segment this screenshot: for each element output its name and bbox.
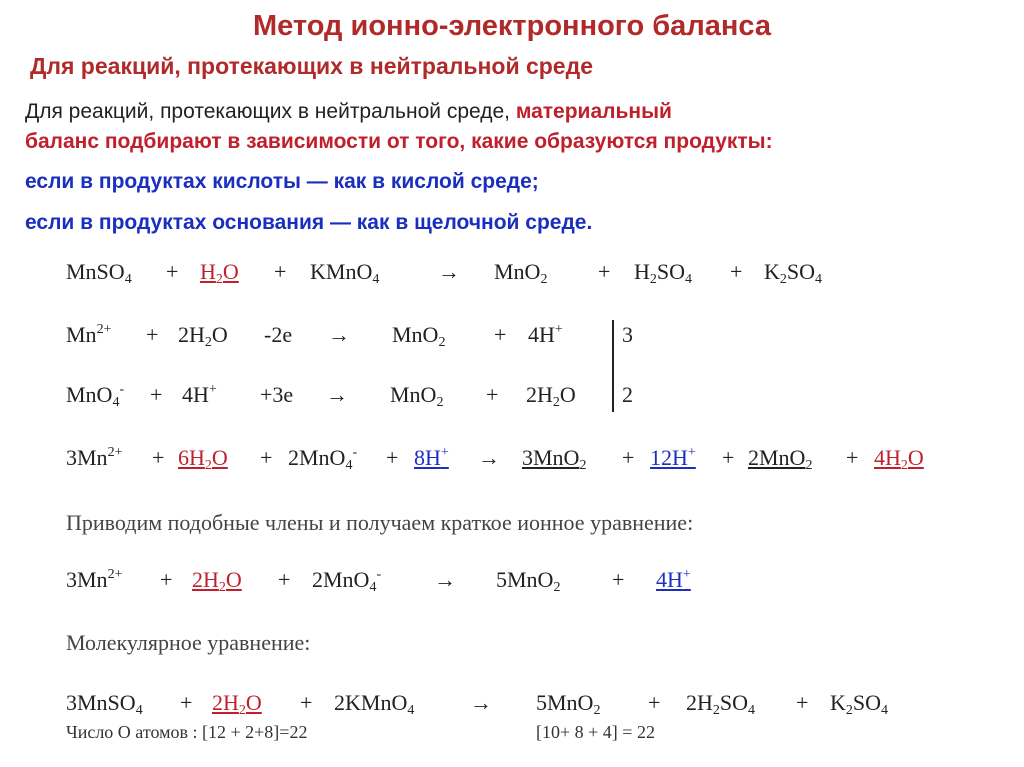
eq-plus: + bbox=[598, 259, 611, 284]
eq-term: $K_2SO_4$ bbox=[764, 259, 823, 287]
coefficient: 2 bbox=[622, 382, 633, 407]
paragraph-plain-text: Для реакций, протекающих в нейтральной среде, bbox=[25, 100, 516, 123]
explanation-text-1: Приводим подобные члены и получаем краткое ионное уравнение: bbox=[66, 510, 694, 535]
paragraph-line-1 bbox=[25, 97, 1015, 127]
paragraph-line-3: если в продуктах кислоты — как в кислой среде; bbox=[25, 170, 539, 193]
eq-plus: + bbox=[274, 259, 287, 284]
eq-term-water: $H_2O$ bbox=[200, 259, 239, 287]
eq-term: $H_2SO_4$ bbox=[634, 259, 693, 287]
explanation-text-2: Молекулярное уравнение: bbox=[66, 630, 311, 655]
paragraph-highlight-text: материальный bbox=[515, 100, 672, 123]
slide-title: Метод ионно-электронного баланса bbox=[252, 10, 771, 42]
eq-plus: + bbox=[166, 259, 179, 284]
coefficient: 3 bbox=[622, 322, 633, 347]
paragraph-line-2: баланс подбирают в зависимости от того, какие образуются продукты: bbox=[25, 130, 773, 153]
eq-term: MnSO$_4$ bbox=[66, 259, 132, 287]
atom-count-right: [10+ 8 + 4] = 22 bbox=[536, 722, 655, 742]
eq-plus: + bbox=[730, 259, 743, 284]
paragraph-line-4: если в продуктах основания — как в щелочной среде. bbox=[25, 211, 593, 234]
slide: Метод ионно-электронного баланса Для реакций, протекающих в нейтральной среде Для реакций, протекающих в нейтральной среде, материальный баланс подбирают в зависимости от того, какие образуются продукты: если в продуктах кислоты — как в кислой среде; если в продуктах основания — как в щелочной среде. MnSO$_4$ + $H_2O$ + KMnO$_4$ → MnO$_2$ + $H_2SO_4$ + $K_2SO_4$ $Mn^{2+}$ + $2H_2O$ -2e → MnO$_2$ + 4H+ 3 MnO$_4$- + 4H+ +3e → MnO$_2$ + $2H_2O$ 2 $3Mn^{2+}$ + $6H_2O$ + 2MnO$_4$- + 8H+ → 3MnO$_2$ + 12H+ + 2MnO$_2$ + $4H_2O$ Приводим подобные члены и получаем краткое ионное уравнение: $3Mn^{2+}$ + $2H_2O$ + 2MnO$_4$- → 5MnO$_2$ + 4H+ Молекулярное уравнение: 3MnSO$_4$ + $2H_2O$ + 2KMnO$_4$ → 5MnO$_2$ + $2H_2SO_4$ + $K_2SO_4$ Число О атомов : [12 + 2+8]=22 [10+ 8 + 4] = 22 bbox=[0, 0, 1024, 767]
slide-subtitle: Для реакций, протекающих в нейтральной среде bbox=[30, 53, 593, 79]
balance-divider bbox=[612, 320, 614, 412]
eq-term: KMnO$_4$ bbox=[310, 259, 380, 287]
eq-arrow: → bbox=[438, 259, 460, 284]
eq-term: MnO$_2$ bbox=[494, 259, 548, 287]
atom-count-left: Число О атомов : [12 + 2+8]=22 bbox=[66, 722, 308, 742]
